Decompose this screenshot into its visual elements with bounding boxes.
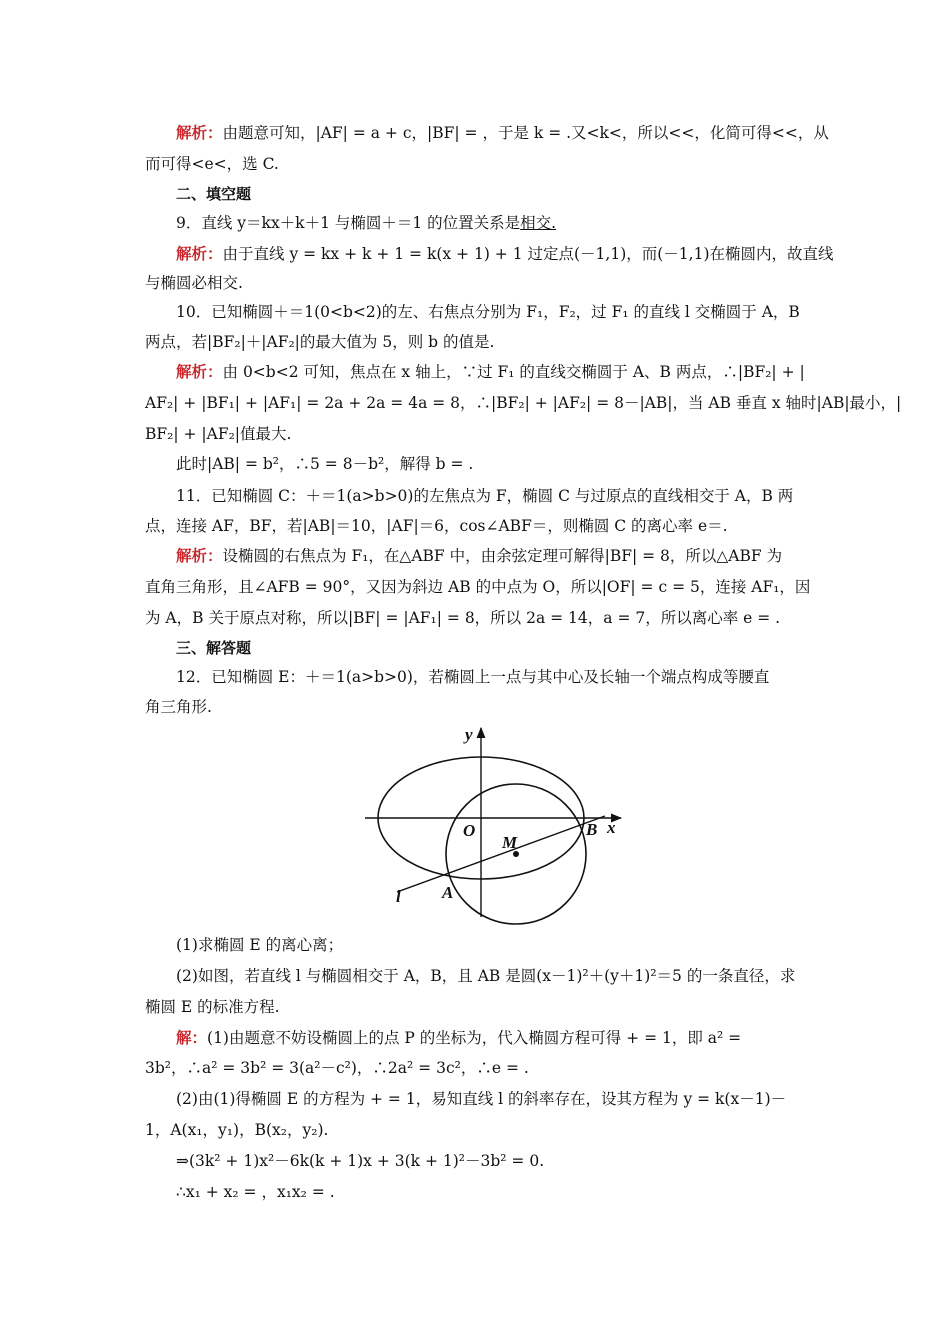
text-line: 椭圆 E 的标准方程. [145, 998, 280, 1016]
text-line: 解析：由题意可知，|AF| = a + c，|BF| = ，于是 k = .又<k<，所以<<，化简可得<<，从 [176, 123, 829, 142]
text-line: 而可得<e<，选 C. [145, 155, 279, 173]
label-x: x [607, 818, 616, 837]
text-line: 解：(1)由题意不妨设椭圆上的点 P 的坐标为，代入椭圆方程可得 + = 1，即 a² = [176, 1028, 742, 1047]
text-line: 3b²，∴a² = 3b² = 3(a²－c²)，∴2a² = 3c²，∴e = . [145, 1059, 529, 1077]
section-heading: 三、解答题 [176, 639, 252, 657]
analysis-tag: 解析： [176, 546, 223, 565]
text-line: 此时|AB| = b²，∴5 = 8－b²，解得 b = . [176, 455, 474, 473]
line-l [397, 816, 605, 892]
label-y: y [465, 725, 473, 744]
text-line: (2)如图，若直线 l 与椭圆相交于 A，B，且 AB 是圆(x－1)²＋(y＋1)²＝5 的一条直径，求 [176, 967, 796, 985]
text-line: 解析：由 0<b<2 可知，焦点在 x 轴上，∵过 F₁ 的直线交椭圆于 A、B 两点，∴|BF₂| + | [176, 362, 805, 381]
text-line: 1，A(x₁，y₁)，B(x₂，y₂). [145, 1121, 329, 1139]
solution-tag: 解： [176, 1028, 208, 1047]
question-12: 12．已知椭圆 E：＋＝1(a>b>0)，若椭圆上一点与其中心及长轴一个端点构成等腰直 [176, 668, 770, 686]
text-line: 解析：由于直线 y = kx + k + 1 = k(x + 1) + 1 过定点(－1,1)，而(－1,1)在椭圆内，故直线 [176, 244, 834, 263]
label-l: l [396, 887, 401, 906]
text-line: ⇒(3k² + 1)x²－6k(k + 1)x + 3(k + 1)²－3b² = 0. [176, 1152, 545, 1170]
label-m: M [502, 833, 518, 852]
text-line: 角三角形. [145, 698, 212, 716]
question-9: 9．直线 y＝kx＋k＋1 与椭圆＋＝1 的位置关系是相交. [176, 214, 557, 232]
text-line: AF₂| + |BF₁| + |AF₁| = 2a + 2a = 4a = 8，∴|BF₂| + |AF₂| = 8－|AB|，当 AB 垂直 x 轴时|AB|最小，| [145, 394, 902, 412]
analysis-tag: 解析： [176, 244, 223, 263]
section-heading: 二、填空题 [176, 185, 252, 203]
text-line: BF₂| + |AF₂|值最大. [145, 425, 292, 443]
text-line: 直角三角形，且∠AFB = 90°，又因为斜边 AB 的中点为 O，所以|OF| = c = 5，连接 AF₁，因 [145, 578, 811, 596]
text-line: ∴x₁ + x₂ = ，x₁x₂ = . [176, 1183, 335, 1201]
text-line: 与椭圆必相交. [145, 274, 243, 292]
text-line: (1)求椭圆 E 的离心离； [176, 936, 344, 954]
text-line: 解析：设椭圆的右焦点为 F₁，在△ABF 中，由余弦定理可解得|BF| = 8，所以△ABF 为 [176, 546, 783, 565]
question-11: 11．已知椭圆 C：＋＝1(a>b>0)的左焦点为 F，椭圆 C 与过原点的直线相交于 A，B 两 [176, 487, 794, 505]
label-o: O [463, 821, 476, 840]
text-line: 为 A，B 关于原点对称，所以|BF| = |AF₁| = 8，所以 2a = 14，a = 7，所以离心率 e = . [145, 609, 781, 627]
analysis-tag: 解析： [176, 362, 223, 381]
text-line: (2)由(1)得椭圆 E 的方程为 + = 1，易知直线 l 的斜率存在，设其方程为 y = k(x－1)－ [176, 1090, 787, 1108]
text-line: 两点，若|BF₂|＋|AF₂|的最大值为 5，则 b 的值是. [145, 333, 495, 351]
answer-underlined: 相交. [520, 214, 557, 232]
analysis-tag: 解析： [176, 123, 223, 142]
question-10: 10．已知椭圆＋＝1(0<b<2)的左、右焦点分别为 F₁，F₂，过 F₁ 的直线 l 交椭圆于 A，B [176, 303, 800, 321]
label-b: B [586, 820, 598, 839]
text-line: 点，连接 AF，BF，若|AB|＝10，|AF|＝6，cos∠ABF＝，则椭圆 C 的离心率 e＝. [145, 517, 728, 535]
ellipse-circle-figure [355, 722, 635, 922]
label-a: A [442, 883, 454, 902]
